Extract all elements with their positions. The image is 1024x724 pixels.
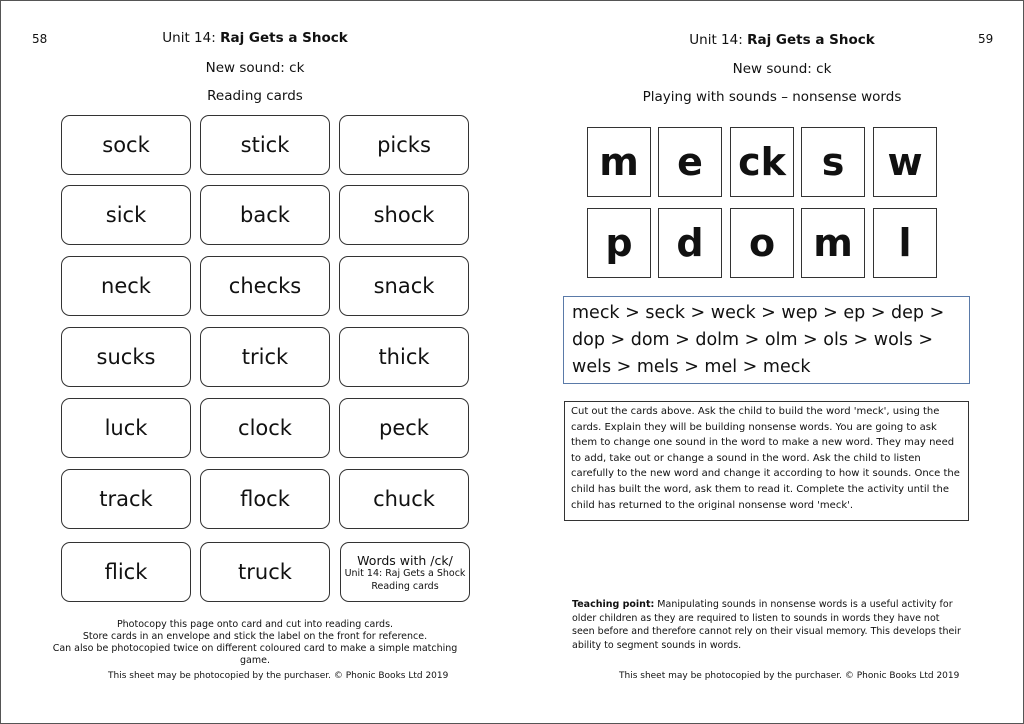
reading-card: sick: [61, 185, 191, 245]
sound-tile: o: [730, 208, 794, 278]
reading-card: picks: [339, 115, 469, 175]
unit-title-left: [130, 30, 380, 46]
unit-title-right: [657, 32, 907, 48]
reading-card: snack: [339, 256, 469, 316]
teaching-point: [572, 598, 962, 652]
label-card-section: Reading cards: [371, 580, 439, 592]
reading-card: checks: [200, 256, 330, 316]
footer-left: This sheet may be photocopied by the purchaser. © Phonic Books Ltd 2019: [108, 671, 449, 681]
reading-card: peck: [339, 398, 469, 458]
label-card: [340, 542, 470, 602]
reading-card: clock: [200, 398, 330, 458]
label-card-unit: Unit 14: Raj Gets a Shock: [344, 568, 466, 580]
unit-prefix: Unit 14:: [689, 32, 748, 48]
reading-card: track: [61, 469, 191, 529]
teaching-point-text: Manipulating sounds in nonsense words is a useful activity for older children as they are required to listen to sounds in words they have not seen before and therefore cannot rely on their visual memory. This develops their ability to segment sounds in words.: [572, 599, 961, 651]
teaching-point-label: Teaching point:: [572, 599, 655, 610]
word-chain-line: meck > seck > weck > wep > ep > dep >: [572, 303, 945, 323]
page-number-right: 59: [978, 32, 994, 46]
unit-name: Raj Gets a Shock: [220, 30, 348, 46]
reading-card: sucks: [61, 327, 191, 387]
sound-tile: e: [658, 127, 722, 197]
reading-card: shock: [339, 185, 469, 245]
reading-card: luck: [61, 398, 191, 458]
sound-tile: m: [801, 208, 865, 278]
sound-tile: l: [873, 208, 937, 278]
reading-card: neck: [61, 256, 191, 316]
new-sound-left: New sound: ck: [205, 60, 305, 76]
reading-card: flock: [200, 469, 330, 529]
reading-card: thick: [339, 327, 469, 387]
unit-prefix: Unit 14:: [162, 30, 221, 46]
reading-card: trick: [200, 327, 330, 387]
sound-tile: w: [873, 127, 937, 197]
word-chain-box: [563, 296, 970, 384]
note-line: Store cards in an envelope and stick the label on the front for reference.: [82, 631, 428, 642]
reading-card: sock: [61, 115, 191, 175]
section-title-right: Playing with sounds – nonsense words: [642, 89, 902, 105]
note-line: Photocopy this page onto card and cut into reading cards.: [116, 619, 394, 630]
reading-card: truck: [200, 542, 330, 602]
page-number-left: 58: [32, 32, 48, 46]
note-line: Can also be photocopied twice on different coloured card to make a simple matching game.: [52, 643, 458, 666]
unit-name: Raj Gets a Shock: [747, 32, 875, 48]
new-sound-right: New sound: ck: [732, 61, 832, 77]
reading-card: back: [200, 185, 330, 245]
sound-tile: ck: [730, 127, 794, 197]
photocopy-notes: [40, 619, 470, 667]
word-chain-line: wels > mels > mel > meck: [572, 357, 811, 377]
sound-tile: s: [801, 127, 865, 197]
section-title-left: Reading cards: [207, 88, 303, 104]
reading-card: flick: [61, 542, 191, 602]
sound-tile: d: [658, 208, 722, 278]
footer-right: This sheet may be photocopied by the purchaser. © Phonic Books Ltd 2019: [619, 671, 960, 681]
instructions-box: Cut out the cards above. Ask the child to build the word 'meck', using the cards. Explain they will be building nonsense words. You are going to ask them to change one sound in the word to make a new word. They may need to add, take out or change a sound in the word. Ask the child to listen carefully to the new word and change it according to how it sounds. Once the child has built the word, ask them to read it. Complete the activity until the child has returned to the original nonsense word 'meck'.: [564, 401, 969, 521]
reading-card: stick: [200, 115, 330, 175]
label-card-title: Words with /ck/: [357, 552, 453, 568]
sound-tile: m: [587, 127, 651, 197]
reading-card: chuck: [339, 469, 469, 529]
word-chain-line: dop > dom > dolm > olm > ols > wols >: [572, 330, 933, 350]
sound-tile: p: [587, 208, 651, 278]
